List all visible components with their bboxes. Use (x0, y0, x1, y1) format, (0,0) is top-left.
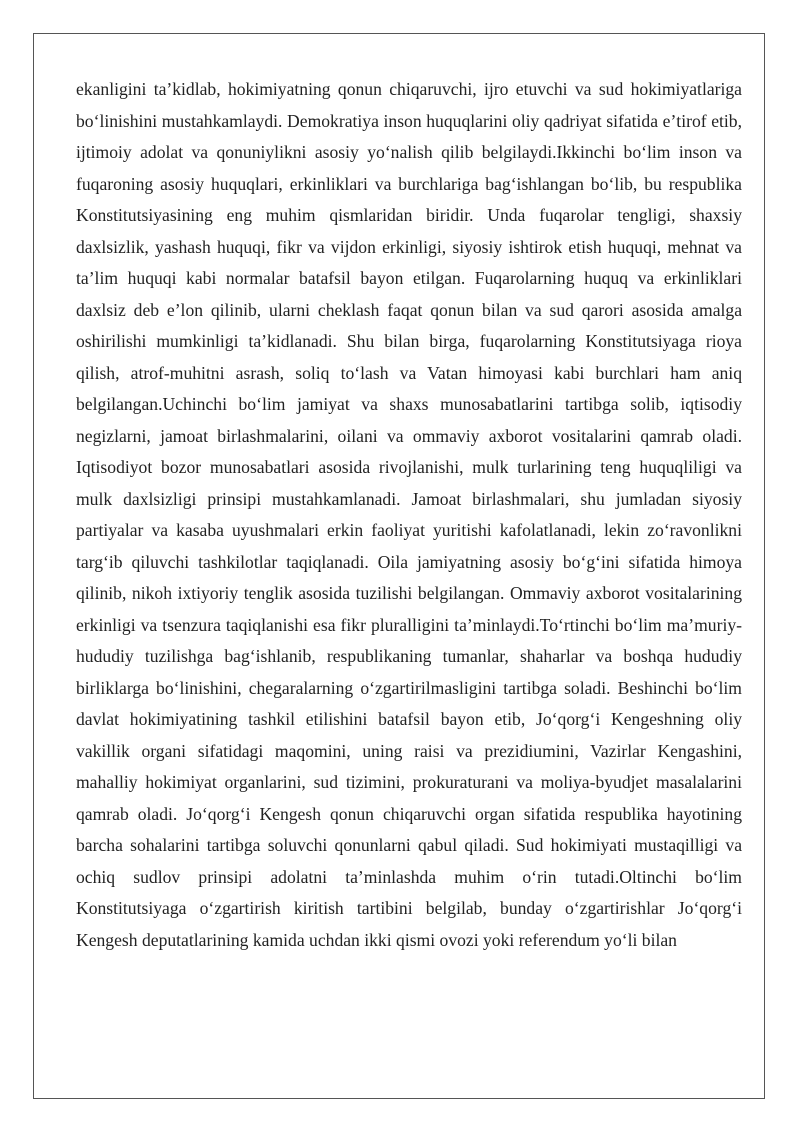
body-paragraph: ekanligini taʼkidlab, hokimiyatning qonun chiqaruvchi, ijro etuvchi va sud hokimiyatlariga boʻlinishini mustahkamlaydi. Demokratiya inson huquqlarini oliy qadriyat sifatida eʼtirof etib, ijtimoiy adolat va qonuniylikni asosiy yoʻnalish qilib belgilaydi.Ikkinchi boʻlim inson va fuqaroning asosiy huquqlari, erkinliklari va burchlariga bagʻishlangan boʻlib, bu respublika Konstitutsiyasining eng muhim qismlaridan biridir. Unda fuqarolar tengligi, shaxsiy daxlsizlik, yashash huquqi, fikr va vijdon erkinligi, siyosiy ishtirok etish huquqi, mehnat va taʼlim huquqi kabi normalar batafsil bayon etilgan. Fuqarolarning huquq va erkinliklari daxlsiz deb eʼlon qilinib, ularni cheklash faqat qonun bilan va sud qarori asosida amalga oshirilishi mumkinligi taʼkidlanadi. Shu bilan birga, fuqarolarning Konstitutsiyaga rioya qilish, atrof-muhitni asrash, soliq toʻlash va Vatan himoyasi kabi burchlari ham aniq belgilangan.Uchinchi boʻlim jamiyat va shaxs munosabatlarini tartibga solib, iqtisodiy negizlarni, jamoat birlashmalarini, oilani va ommaviy axborot vositalarini qamrab oladi. Iqtisodiyot bozor munosabatlari asosida rivojlanishi, mulk turlarining teng huquqliligi va mulk daxlsizligi prinsipi mustahkamlanadi. Jamoat birlashmalari, shu jumladan siyosiy partiyalar va kasaba uyushmalari erkin faoliyat yuritishi kafolatlanadi, lekin zoʻravonlikni targʻib qiluvchi tashkilotlar taqiqlanadi. Oila jamiyatning asosiy boʻgʻini sifatida himoya qilinib, nikoh ixtiyoriy tenglik asosida tuzilishi belgilangan. Ommaviy axborot vositalarining erkinligi va tsenzura taqiqlanishi esa fikr pluralligini taʼminlaydi.Toʻrtinchi boʻlim maʼmuriy-hududiy tuzilishga bagʻishlanib, respublikaning tumanlar, shaharlar va boshqa hududiy birliklarga boʻlinishini, chegaralarning oʻzgartirilmasligini tartibga soladi. Beshinchi boʻlim davlat hokimiyatining tashkil etilishini batafsil bayon etib, Joʻqorgʻi Kengeshning oliy vakillik organi sifatidagi maqomini, uning raisi va prezidiumini, Vazirlar Kengashini, mahalliy hokimiyat organlarini, sud tizimini, prokuraturani va moliya-byudjet masalalarini qamrab oladi. Joʻqorgʻi Kengesh qonun chiqaruvchi organ sifatida respublika hayotining barcha sohalarini tartibga soluvchi qonunlarni qabul qiladi. Sud hokimiyati mustaqilligi va ochiq sudlov prinsipi adolatni taʼminlashda muhim oʻrin tutadi.Oltinchi boʻlim Konstitutsiyaga oʻzgartirish kiritish tartibini belgilab, bunday oʻzgartirishlar Joʻqorgʻi Kengesh deputatlarining kamida uchdan ikki qismi ovozi yoki referendum yoʻli bilan (76, 79, 742, 950)
